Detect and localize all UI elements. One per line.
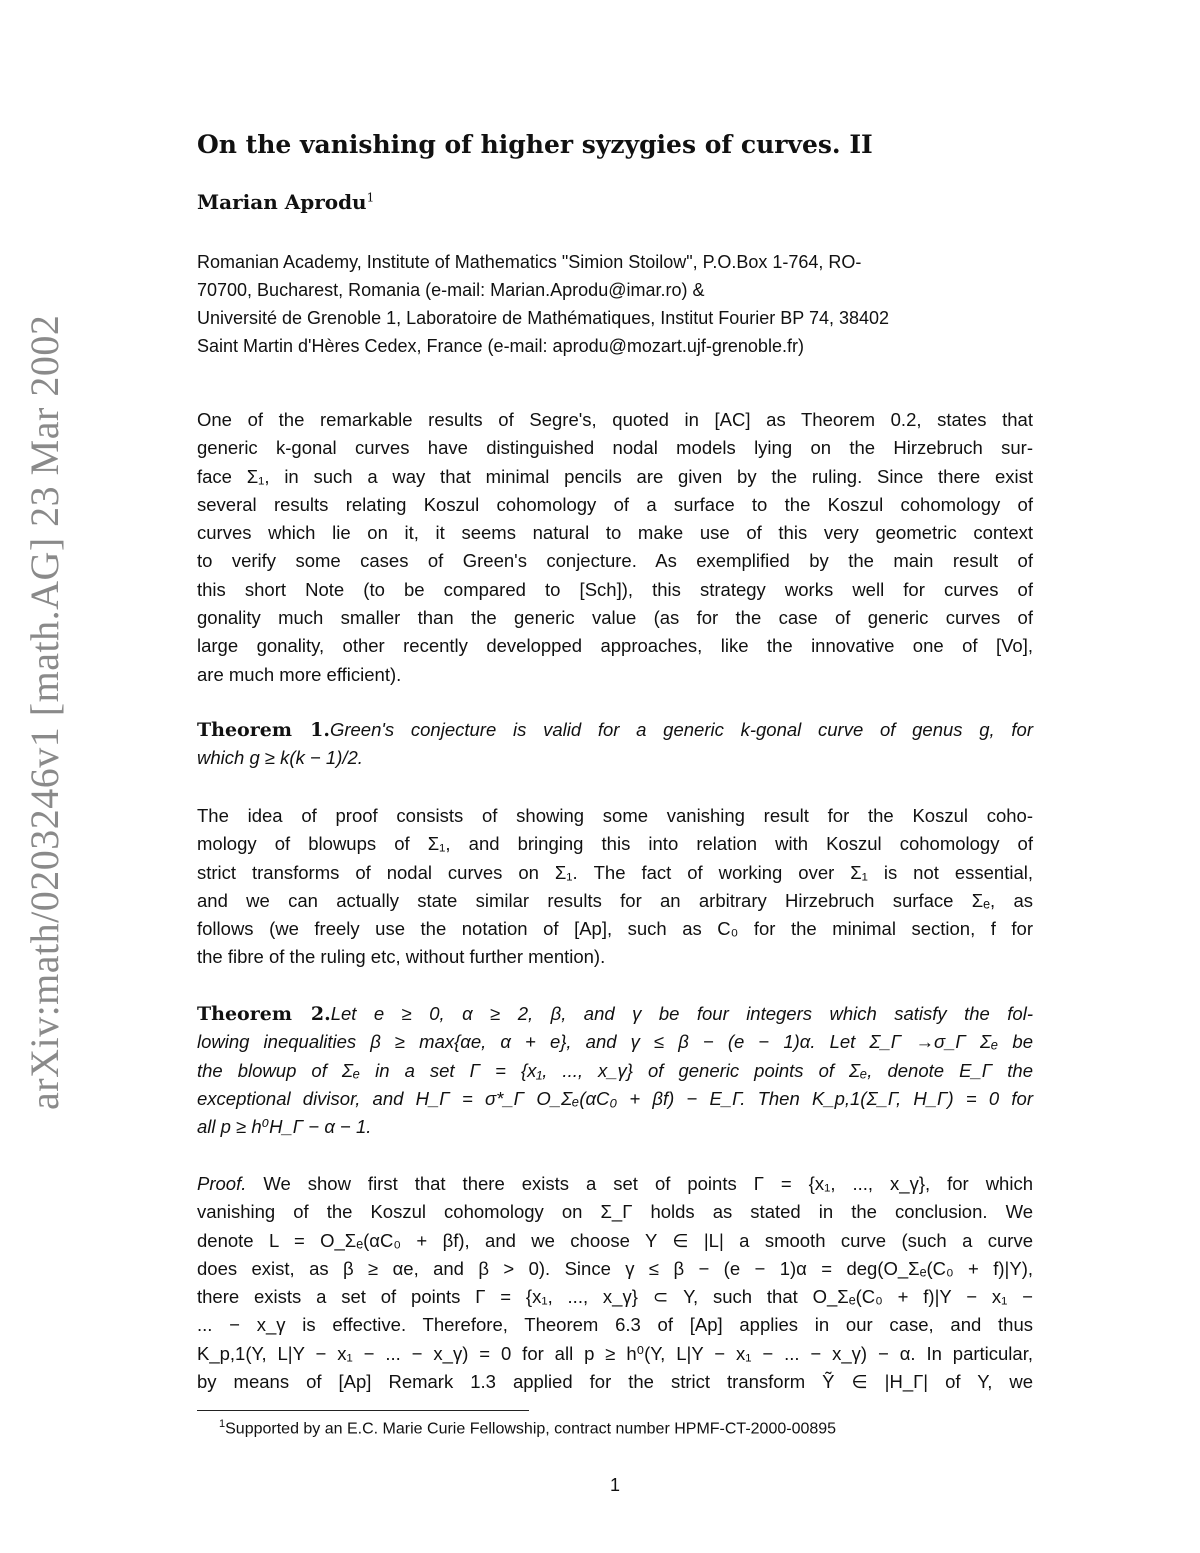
affiliation-line: Romanian Academy, Institute of Mathematics "Simion Stoilow", P.O.Box 1-764, RO-: [197, 252, 862, 272]
text-line: [197, 1000, 1033, 1028]
text-line: gonality much smaller than the generic value (as for the case of generic curves of: [197, 607, 1033, 629]
text-line: the fibre of the ruling etc, without further mention).: [197, 946, 606, 968]
text-line: vanishing of the Koszul cohomology on Σ_Γ holds as stated in the conclusion. We: [197, 1201, 1033, 1223]
affiliation-line: Université de Grenoble 1, Laboratoire de Mathématiques, Institut Fourier BP 74, 38402: [197, 308, 890, 328]
footnote-divider: [197, 1410, 529, 1411]
text-line: which g ≥ k(k − 1)/2.: [197, 747, 363, 769]
page-number: 1: [609, 1475, 620, 1495]
arxiv-stamp: arXiv:math/0203246v1 [math.AG] 23 Mar 2002: [22, 314, 67, 1110]
text-line: [197, 716, 1033, 744]
theorem-2: [197, 1000, 1033, 1141]
text-line: to verify some cases of Green's conjecture. As exemplified by the main result of: [197, 550, 1033, 572]
author-footnote-mark: 1: [366, 190, 375, 205]
text-line: lowing inequalities β ≥ max{αe, α + e}, and γ ≤ β − (e − 1)α. Let Σ_Γ →σ_Γ Σₑ be: [197, 1031, 1033, 1053]
text-line: The idea of proof consists of showing some vanishing result for the Koszul coho-: [197, 805, 1033, 826]
theorem-2-text: Let e ≥ 0, α ≥ 2, β, and γ be four integers which satisfy the fol-: [330, 1003, 1033, 1024]
text-line: all p ≥ h⁰H_Γ − α − 1.: [197, 1116, 372, 1138]
text-line: mology of blowups of Σ₁, and bringing this into relation with Koszul cohomology of: [197, 833, 1033, 855]
theorem-1-label: Theorem 1.: [197, 719, 330, 741]
author-line: [197, 190, 374, 214]
text-line: several results relating Koszul cohomology of a surface to the Koszul cohomology of: [197, 493, 1033, 515]
text-line: follows (we freely use the notation of [Ap], such as C₀ for the minimal section, f for: [197, 918, 1033, 940]
text-line: denote L = O_Σₑ(αC₀ + βf), and we choose Y ∈ |L| a smooth curve (such a curve: [197, 1229, 1033, 1251]
affiliation: [197, 248, 1033, 360]
footnote: [219, 1412, 836, 1441]
text-line: strict transforms of nodal curves on Σ₁. The fact of working over Σ₁ is not essential,: [197, 861, 1033, 883]
text-line: there exists a set of points Γ = {x₁, ..., x_γ} ⊂ Y, such that O_Σₑ(C₀ + f)|Y − x₁ −: [197, 1286, 1033, 1308]
intro-paragraph: [197, 406, 1033, 689]
text-line: curves which lie on it, it seems natural to make use of this very geometric context: [197, 522, 1033, 544]
proof-first-line: We show first that there exists a set of points Γ = {x₁, ..., x_γ}, for which: [246, 1173, 1033, 1194]
proof-label: Proof.: [197, 1173, 247, 1194]
affiliation-line: 70700, Bucharest, Romania (e-mail: Marian.Aprodu@imar.ro) &: [197, 280, 705, 300]
text-line: are much more efficient).: [197, 663, 402, 685]
text-line: K_p,1(Y, L|Y − x₁ − ... − x_γ) = 0 for all p ≥ h⁰(Y, L|Y − x₁ − ... − x_γ) − α. In particular,: [197, 1342, 1033, 1364]
author-name: Marian Aprodu: [197, 190, 367, 214]
text-line: exceptional divisor, and H_Γ = σ*_Γ O_Σₑ(αC₀ + βf) − E_Γ. Then K_p,1(Σ_Γ, H_Γ) = 0 for: [197, 1087, 1033, 1109]
proof-paragraph: [197, 1170, 1033, 1396]
text-line: [197, 1170, 1033, 1198]
text-line: One of the remarkable results of Segre's, quoted in [AC] as Theorem 0.2, states that: [197, 409, 1033, 430]
proof-idea-paragraph: [197, 802, 1033, 972]
text-line: ... − x_γ is effective. Therefore, Theorem 6.3 of [Ap] applies in our case, and thus: [197, 1314, 1033, 1336]
text-line: face Σ₁, in such a way that minimal pencils are given by the ruling. Since there exist: [197, 465, 1033, 487]
text-line: does exist, as β ≥ αe, and β > 0). Since γ ≤ β − (e − 1)α = deg(O_Σₑ(C₀ + f)|Y),: [197, 1257, 1033, 1279]
text-line: by means of [Ap] Remark 1.3 applied for the strict transform Ỹ ∈ |H_Γ| of Y, we: [197, 1371, 1033, 1393]
text-line: large gonality, other recently developped approaches, like the innovative one of [Vo],: [197, 635, 1033, 657]
footnote-text: Supported by an E.C. Marie Curie Fellowship, contract number HPMF-CT-2000-00895: [225, 1420, 837, 1438]
theorem-2-label: Theorem 2.: [197, 1003, 331, 1025]
text-line: the blowup of Σₑ in a set Γ = {x₁, ..., x_γ} of generic points of Σₑ, denote E_Γ the: [197, 1059, 1033, 1081]
theorem-1: [197, 716, 1033, 773]
text-line: generic k-gonal curves have distinguished nodal models lying on the Hirzebruch sur-: [197, 437, 1033, 459]
paper-title: On the vanishing of higher syzygies of curves. II: [197, 130, 873, 159]
affiliation-line: Saint Martin d'Hères Cedex, France (e-mail: aprodu@mozart.ujf-grenoble.fr): [197, 336, 804, 356]
text-line: this short Note (to be compared to [Sch]), this strategy works well for curves of: [197, 578, 1033, 600]
footnote-mark: 1: [219, 1418, 226, 1430]
theorem-1-text: Green's conjecture is valid for a generic k-gonal curve of genus g, for: [329, 719, 1033, 740]
text-line: and we can actually state similar results for an arbitrary Hirzebruch surface Σₑ, as: [197, 889, 1033, 911]
